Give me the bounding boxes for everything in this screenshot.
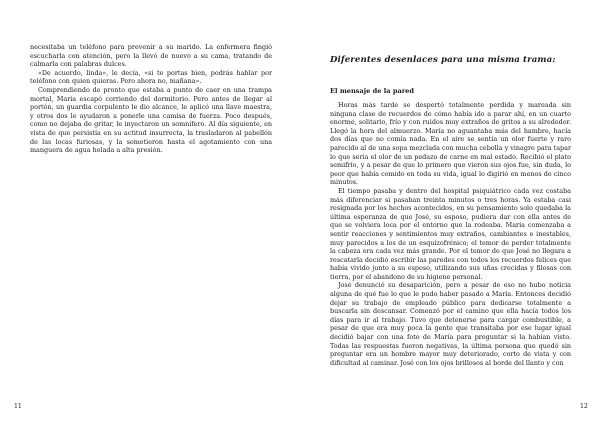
paragraph: Comprendiendo de pronto que estaba a punto de caer en una trampa mortal, María escapó corriendo del dormitorio. Pero antes de llegar al portón, un guardia corpulento le dio alcance, le aplicó una llave maestra, y otros dos le ayudaron a ponerle una camisa de fuerza. Poco después, como no dejaba de gritar, le inyectaron un somnífero. Al día siguiente, en vista de que persistía en su actitud insurrecta, la trasladaron al pabellón de las locas furiosas, y la sometieron hasta el agotamiento con una manguera de agua helada a alta presión.	[30, 85, 272, 155]
chapter-subtitle: El mensaje de la pared	[330, 87, 414, 95]
paragraph: «De acuerdo, linda», le decía, «si te portas bien, podrás hablar por teléfono con quien quieras. Pero ahora no, mañana».	[30, 68, 272, 86]
section-title: Diferentes desenlaces para una misma trama:	[330, 55, 556, 65]
paragraph: El tiempo pasaba y dentro del hospital psiquiátrico cada vez costaba más diferenciar si pasaban treinta minutos o tres horas. Ya estaba casi resignada por los hechos acontecidos, en su pensamiento solo quedaba la última esperanza de que José, su esposo, pudiera dar con ella antes de que se volviera loca por el entorno que la rodeaba. María comenzaba a sentir reacciones y sentimientos muy extraños, cambiantes e inestables, muy parecidos a los de un esquizofrénico; el temor de perder totalmente la cabeza era cada vez más grande. Por el temor de que José no llegara a rescatarla decidió escribir las paredes con todos los recuerdos felices que había vivido junto a su esposo, utilizando sus uñas crecidas y filosas con tierra, por el abandono de su higiene personal.	[330, 186, 571, 281]
right-text-column	[330, 101, 571, 367]
paragraph: necesitaba un teléfono para prevenir a su marido. La enfermera fingió escucharla con atención, pero la llevó de nuevo a su cama, tratando de calmarla con palabras dulces.	[30, 43, 272, 69]
left-text-column	[30, 43, 272, 155]
paragraph: José denunció su desaparición, pero a pesar de eso no hubo noticia alguna de qué fue lo que le pudo haber pasado a María. Entonces decidió dejar su trabajo de empleado público para dedicarse totalmente a buscarla sin descansar. Comenzó por el camino que ella hacía todos los días para ir al trabajo. Tuvo que detenerse para cargar combustible, a pesar de que era muy poca la gente que transitaba por ese lugar igual decidió bajar con una foto de María para preguntar si la habían visto. Todas las respuestas fueron negativas, la última persona que quedó sin preguntar era un hombre mayor muy deteriorado, corto de vista y con dificultad al caminar. José con los ojos brillosos al borde del llanto y con	[330, 281, 571, 367]
paragraph: Horas más tarde se despertó totalmente perdida y mareada sin ninguna clase de recuerdos de cómo había ido a parar ahí, en un cuarto enorme, solitario, frío y con ruidos muy extraños de gritos a su alrededor. Llegó la hora del almuerzo. María no aguantaba más del hambre, hacía dos días que no comía nada. En el aire se sentía un olor fuerte y raro parecido al de una sopa mezclada con mucha cebolla y vinagre para tapar lo que sería el olor de un pedazo de carne en mal estado. Recibió el plato semifrío, y a pesar de que lo primero que vieron sus ojos fue, sin duda, lo peor que había comido en toda su vida, igual lo digirió en menos de cinco minutos.	[330, 101, 571, 187]
right-page	[300, 0, 600, 424]
page-number: 11	[14, 403, 22, 410]
page-number: 12	[580, 403, 588, 410]
